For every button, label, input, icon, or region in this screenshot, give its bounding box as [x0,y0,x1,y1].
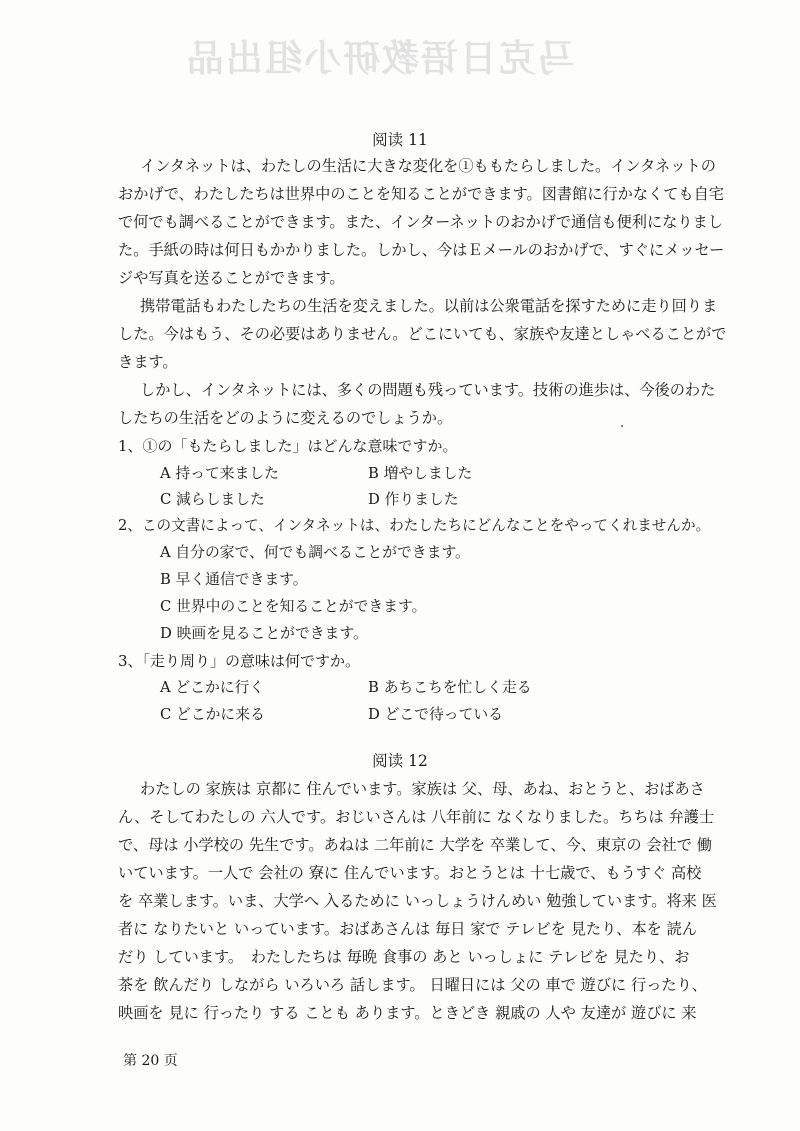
question-3: 3、「走り周り」の意味は何ですか。 [118,652,361,670]
paragraph-line: ジや写真を送ることができます。 [118,269,345,287]
q2-option-d: D 映画を見ることができます。 [160,625,368,642]
paragraph-line: わたしの 家族は 京都に 住んでいます。家族は 父、母、あね、おとうと、おばあさ [140,780,705,798]
q1-option-b: B 増やしました [368,465,473,482]
paragraph-line: したちの生活をどのように変えるのでしょうか。 [118,409,453,427]
q3-option-c: C どこかに来る [160,706,265,723]
question-2: 2、この文書によって、インタネットは、わたしたちにどんなことをやってくれませんか。 [118,517,711,534]
paragraph-line: しかし、インタネットには、多くの問題も残っています。技術の進歩は、今後のわた [140,381,716,399]
q2-option-b: B 早く通信できます。 [160,571,308,588]
section-1-title: 阅读 11 [372,131,428,149]
q3-option-a: A どこかに行く [160,679,265,696]
paragraph-line: 映画を 見に 行ったり する ことも あります。ときどき 親戚の 人や 友達が 遊びに 来 [118,1004,697,1022]
q1-option-d: D 作りました [368,491,459,508]
paragraph-line: で、母は 小学校の 先生です。あねは 二年前に 大学を 卒業して、今、東京の 会社で 働 [118,836,712,854]
paragraph-line: で何でも調べることができます。また、インターネットのおかげで通信も便利になりまし [118,213,723,231]
paragraph-line: だり しています。 わたしたちは 毎晩 食事の あと いっしょに テレビを 見たり、お [118,948,690,966]
paragraph-line: た。手紙の時は何日もかかりました。しかし、今はＥメールのおかげで、すぐにメッセー [118,241,725,259]
q3-option-b: B あちこちを忙しく走る [368,679,532,696]
page-number: 第 20 页 [123,1053,178,1069]
paragraph-line: した。今はもう、その必要はありません。どこにいても、家族や友達としゃべることがで [118,325,727,343]
paragraph-line: 携帯電話もわたしたちの生活を変えました。以前は公衆電話を探すために走り回りま [140,297,718,315]
paragraph-line: を 卒業します。いま、大学へ 入るために いっしょうけんめい 勉強しています。将来 医 [118,892,717,910]
paragraph-line: ん、そしてわたしの 六人です。おじいさんは 八年前に なくなりました。ちちは 弁護士 [118,808,715,826]
paragraph-line: インタネットは、わたしの生活に大きな変化を①ももたらしました。インタネットの [140,157,716,175]
paragraph-line: おかげで、わたしたちは世界中のことを知ることができます。図書館に行かなくても自宅 [118,185,724,203]
question-1: 1、①の「もたらしました」はどんな意味ですか。 [118,437,458,455]
section-2-title: 阅读 12 [372,752,428,770]
paragraph-line: きます。 [118,353,178,371]
q2-option-c: C 世界中のことを知ることができます。 [160,598,427,615]
paragraph-line: いています。一人で 会社の 寮に 住んでいます。おとうとは 十七歳で、もうすぐ 高校 [118,864,702,882]
scan-speck [621,425,623,427]
paragraph-line: 茶を 飲んだり しながら いろいろ 話します。 日曜日には 父の 車で 遊びに 行ったり、 [118,976,707,994]
q1-option-c: C 減らしました [160,491,265,508]
q1-option-a: A 持って来ました [160,465,279,482]
q2-option-a: A 自分の家で、何でも調べることができます。 [160,544,470,561]
q3-option-d: D どこで待っている [368,706,503,723]
watermark: 马克日语教研小组出品 [185,37,575,80]
paragraph-line: 者に なりたいと いっています。おばあさんは 毎日 家で テレビを 見たり、本を 読ん [118,920,698,938]
